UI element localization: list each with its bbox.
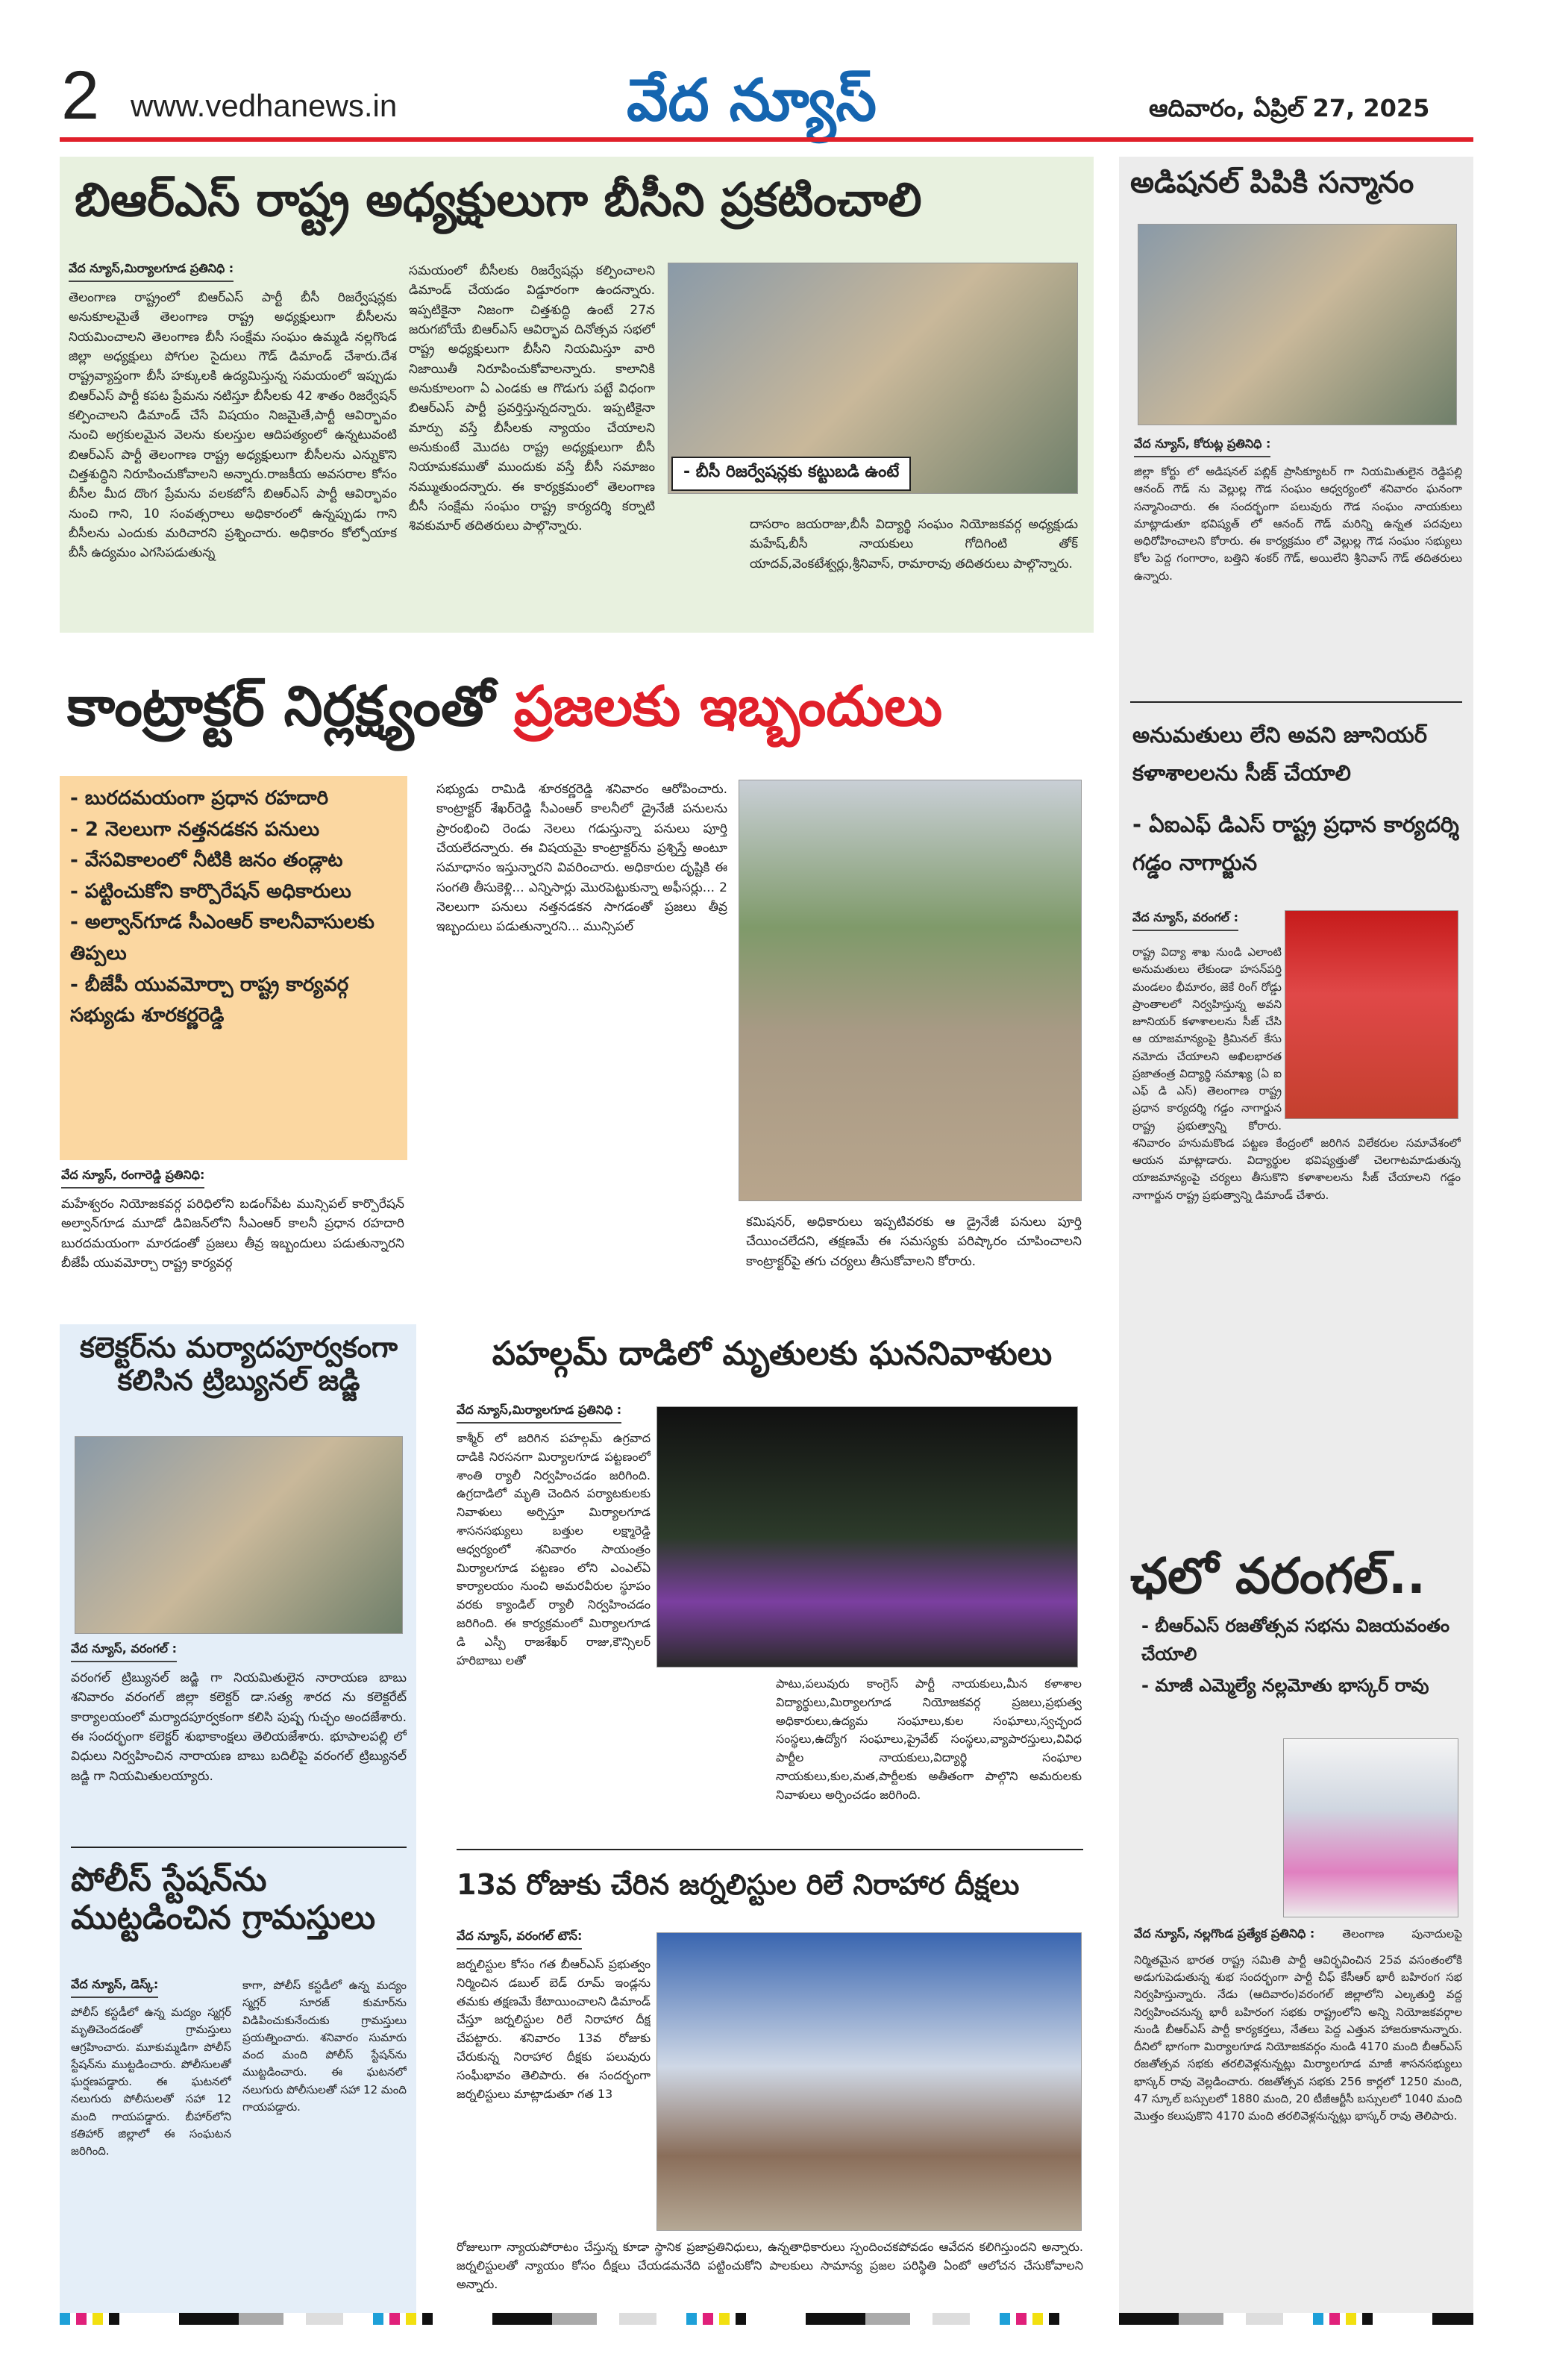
- story-col: [71, 1641, 407, 1825]
- story-body: జిల్లా కోర్టు లో అడిషనల్ పబ్లిక్ ప్రాసిక్యూటర్ గా నియమితులైన రెడ్డిపల్లి ఆనంద్ గౌడ్ ను వెల్లుల్ల గౌడ సంఘం ఆధ్వర్యంలో శనివారం ఘనంగా సన్మానించారు. ఈ సందర్భంగా పలువురు గౌడ సంఘం నాయకులు మాట్లాడుతూ భవిష్యత్ లో ఆనంద్ గౌడ్ మరిన్ని ఉన్నత పదవులు అధిరోహించాలని కోరారు. ఈ కార్యక్రమం లో వెల్లుల్ల గౌడ సంఘం సభ్యులు కోల పెద్ద గంగారాం, బత్తిని శంకర్ గౌడ్, అయిలేని శ్రీనివాస్ గౌడ్ తదితరులు ఉన్నారు.: [1134, 465, 1462, 583]
- story-col: [61, 1168, 404, 1284]
- highlight-item: - బురదమయంగా ప్రధాన రహదారి: [70, 787, 328, 809]
- headline-black: కాంట్రాక్టర్ నిర్లక్ష్యంతో: [67, 674, 495, 739]
- story-col: [69, 261, 397, 627]
- subheadline: - బీఆర్ఎస్ రజతోత్సవ సభను విజయవంతం చేయాలి: [1141, 1615, 1450, 1665]
- story-col: [1134, 1738, 1462, 2313]
- dateline: వేద న్యూస్, నల్లగొండ ప్రత్యేక ప్రతినిధి :: [1134, 1926, 1315, 1941]
- candle-rally-photo: [656, 1406, 1078, 1667]
- story-body: కమిషనర్, అధికారులు ఇప్పటివరకు ఆ డ్రైనేజీ పనులు పూర్తి చేయించలేదని, తక్షణమే ఈ సమస్యకు పరిష్కారం చూపించాలని కాంట్రాక్టర్‌పై తగు చర్యలు తీసుకోవాలని కోరారు.: [746, 1215, 1082, 1269]
- photo-spacer: [1282, 944, 1461, 1127]
- headline: బిఆర్ఎస్ రాష్ట్ర అధ్యక్షులుగా బీసీని ప్రకటించాలి: [75, 172, 922, 227]
- story-col: [457, 1929, 651, 2261]
- muddy-road-photo: [739, 780, 1082, 1201]
- story-body: మహేశ్వరం నియోజకవర్గ పరిధిలోని బడంగ్‌పేట మున్సిపల్ కార్పొరేషన్ అల్వాన్‌గూడ మూడో డివిజన్‌లోని సీఎంఆర్ కాలనీ ప్రధాన రహదారి బురదమయంగా మారడంతో ప్రజలు తీవ్ర ఇబ్బందులు పడుతున్నారని బీజేపీ యువమోర్చా రాష్ట్ర కార్యవర్గ: [61, 1197, 404, 1271]
- story-body: తెలంగాణ రాష్ట్రంలో బిఆర్ఎస్ పార్టీ బీసీ రిజర్వేషన్లకు అనుకూలమైతే తెలంగాణ రాష్ట్ర అధ్యక్షులుగా బీసీలను నియమించాలని తెలంగాణ బీసీ సంక్షేమ సంఘం ఉమ్మడి నల్లగొండ జిల్లా అధ్యక్షులు పోగుల సైదులు గౌడ్ డిమాండ్ చేశారు.దేశ రాష్ట్రవ్యాప్తంగా బీసీ హక్కులకి ఉద్యమిస్తున్న సమయంలో ఇప్పుడు బిఆర్ఎస్ పార్టీ కపట ప్రేమను నటిస్తూ బీసీలకు 42 శాతం రిజర్వేషన్ కల్పించాలని డిమాండ్ చేసే విషయం నిజమైతే,పార్టీ ఆవిర్భావం నుంచి అగ్రకులమైన వెలను కులస్తుల ఆదిపత్యంలో ఉన్నటువంటి బిఆర్ఎస్ పార్టీ తెలంగాణ రాష్ట్ర అధ్యక్షులుగా బీసీలను ఎన్నుకొని చిత్తశుద్ధిని నిరూపించుకోవాలని అన్నారు.రాజకీయ అవసరాల కోసం బీసీల మీద దొంగ ప్రేమను వలకబోసే బిఆర్ఎస్ పార్టీ ఆవిర్భావం నుంచి గాని, 10 సంవత్సరాలు అధికారంలో ఉన్నప్పుడు గాని బీసీలను ఎందుకు మరిచారని ప్రశ్నించారు. అధికారం కోల్పోయాక బీసీ ఉద్యమం ఎగసిపడుతున్న: [69, 290, 397, 561]
- dateline: వేద న్యూస్, కోరుట్ల ప్రతినిధి :: [1134, 436, 1270, 457]
- dateline: వేద న్యూస్,మిర్యాలగూడ ప్రతినిధి :: [457, 1403, 621, 1424]
- headline: ఛలో వరంగల్..: [1130, 1547, 1426, 1605]
- masthead-logo: వేద న్యూస్: [627, 67, 877, 134]
- story-body: కాగా, పోలీస్ కస్టడీలో ఉన్న మద్యం స్మగ్లర్ సూరజ్ కుమార్‌ను విడిపించుకునేందుకు గ్రామస్తులు ప్రయత్నించారు. శనివారం సుమారు వంద మంది పోలీస్ స్టేషన్‌ను ముట్టడించారు. ఈ ఘటనలో నలుగురు పోలీసులతో సహా 12 మంది గాయపడ్డారు.: [242, 1979, 407, 2114]
- subheadline: - ఏఐఎఫ్ డిఎస్ రాష్ట్ర ప్రధాన కార్యదర్శి గడ్డం నాగార్జున: [1132, 812, 1459, 875]
- story-col: [1132, 910, 1274, 937]
- story-body: సమయంలో బీసీలకు రిజర్వేషన్లు కల్పించాలని డిమాండ్ చేయడం విడ్డూరంగా ఉందన్నారు. ఇప్పటికైనా నిజంగా చిత్తశుద్ధి ఉంటే 27న జరుగబోయే బిఆర్ఎస్ ఆవిర్భావ దినోత్సవ సభలో రాష్ట్ర అధ్యక్షులుగా బీసీని నియమిస్తూ వారి నిజాయితీ నిరూపించుకోవాలన్నారు. కాలానికి అనుకూలంగా ఏ ఎండకు ఆ గొడుగు పట్టే విధంగా బిఆర్ఎస్ పార్టీ ప్రవర్తిస్తున్నదన్నారు. ఇప్పటికైనా మార్పు వస్తే బీసీలకు న్యాయం చేయాలని అనుకుంటే మొదట రాష్ట్ర అధ్యక్షులుగా బీసీ నియామకముతో ముందుకు వస్తే బీసీ సమాజం నమ్ముతుందన్నారు. ఈ కార్యక్రమంలో తెలంగాణ బీసీ సంక్షేమ సంఘం రాష్ట్ర కార్యదర్శి కర్నాటి శివకుమార్ తదితరులు పాల్గొన్నారు.: [409, 263, 655, 534]
- divider: [457, 1849, 1083, 1850]
- judge-collector-photo: [75, 1436, 403, 1634]
- headline: 13వ రోజుకు చేరిన జర్నలిస్టుల రిలే నిరాహార దీక్షలు: [457, 1868, 1020, 1901]
- subheadline: - మాజీ ఎమ్మెల్యే నల్లమోతు భాస్కర్ రావు: [1141, 1675, 1429, 1696]
- dateline: వేద న్యూస్, రంగారెడ్డి ప్రతినిధి:: [61, 1168, 204, 1189]
- story-body: వరంగల్ ట్రిబ్యునల్ జడ్జి గా నియమితులైన నారాయణ బాబు శనివారం వరంగల్ జిల్లా కలెక్టర్ డా.సత్య శారద ను కలెక్టరేట్ కార్యాలయంలో మర్యాదపూర్వకంగా కలిసి పుష్ప గుచ్ఛం అందజేశారు. ఈ సందర్భంగా కలెక్టర్ శుభాకాంక్షలు తెలియజేశారు. భూపాలపల్లి లో విధులు నిర్వహించిన నారాయణ బాబు బదిలీపై వరంగల్ ట్రిబ్యునల్ జడ్జి గా నియమితులయ్యారు.: [71, 1670, 407, 1784]
- dateline: వేద న్యూస్,మిర్యాలగూడ ప్రతినిధి :: [69, 261, 234, 282]
- dateline: వేద న్యూస్, డెస్క్:: [71, 1977, 158, 1998]
- story-body-text: రాష్ట్ర విద్యా శాఖ నుండి ఎలాంటి అనుమతులు లేకుండా హసన్‌పర్తి మండలం భీమారం, జెకే రింగ్ రోడ్డు ప్రాంతాలలో నిర్వహిస్తున్న అవని జూనియర్ కళాశాలలను సీజ్ చేసి ఆ యాజమాన్యంపై క్రిమినల్ కేసు నమోదు చేయాలని అఖిలభారత ప్రజాతంత్ర విద్యార్థి సమాఖ్య (ఏ ఐ ఎఫ్ డి ఎస్) తెలంగాణ రాష్ట్ర ప్రధాన కార్యదర్శి గడ్డం నాగార్జున రాష్ట్ర ప్రభుత్వాన్ని కోరారు. శనివారం హనుమకొండ పట్టణ కేంద్రంలో జరిగిన విలేకరుల సమావేశంలో ఆయన మాట్లాడారు. విద్యార్థుల భవిష్యత్తుతో చెలగాటమాడుతున్న యాజమాన్యంపై చర్యలు తీసుకొని కళాశాలలను సీజ్ చేయాలని గడ్డం నాగార్జున రాష్ట్ర ప్రభుత్వాన్ని డిమాండ్ చేశారు.: [1132, 945, 1461, 1202]
- hunger-strike-photo: [656, 1932, 1082, 2231]
- issue-date: ఆదివారం, ఏప్రిల్ 27, 2025: [1149, 94, 1430, 122]
- headline: కలెక్టర్‌ను మర్యాదపూర్వకంగా కలిసిన ట్రిబ్యునల్ జడ్జి: [79, 1331, 398, 1397]
- highlight-item: - పట్టించుకోని కార్పొరేషన్ అధికారులు: [70, 880, 351, 903]
- headline: పహల్గమ్ దాడిలో మృతులకు ఘననివాళులు: [492, 1335, 1053, 1373]
- divider: [1130, 701, 1462, 703]
- dateline: వేద న్యూస్, వరంగల్ :: [1132, 910, 1238, 931]
- story-body: కాశ్మీర్ లో జరిగిన పహల్గమ్ ఉగ్రవాద దాడికి నిరసనగా మిర్యాలగూడ పట్టణంలో శాంతి ర్యాలీ నిర్వహించడం జరిగింది. ఉగ్రదాడిలో మృతి చెందిన పర్యాటకులకు నివాళులు అర్పిస్తూ మిర్యాలగూడ శాసనసభ్యులు బత్తుల లక్ష్మారెడ్డి ఆధ్వర్యంలో శనివారం సాయంత్రం మిర్యాలగూడ పట్టణం లోని ఎంఎల్ఏ కార్యాలయం నుంచి అమరవీరుల స్థూపం వరకు క్యాండిల్ ర్యాలీ నిర్వహించడం జరిగింది. ఈ కార్యక్రమంలో మిర్యాలగూడ డి ఎస్పీ రాజశేఖర్ రాజు,కౌన్సిలర్ హరిబాబు లతో: [457, 1431, 651, 1667]
- story-body: జర్నలిస్టుల కోసం గత బీఆర్ఎస్ ప్రభుత్వం నిర్మించిన డబుల్ బెడ్ రూమ్ ఇండ్లను తమకు తక్షణమే కేటాయించాలని డిమాండ్ చేస్తూ జర్నలిస్టుల రిలే నిరాహార దీక్ష చేపట్టారు. శనివారం 13వ రోజుకు చేరుకున్న నిరాహార దీక్షకు పలువురు సంఘీభావం తెలిపారు. ఈ సందర్భంగా జర్నలిస్టులు మాట్లాడుతూ గత 13: [457, 1957, 651, 2101]
- highlights-box: [60, 776, 407, 1160]
- headline: అనుమతులు లేని అవని జూనియర్ కళాశాలలను సీజ్ చేయాలి: [1132, 722, 1427, 786]
- story-body: రోజులుగా న్యాయపోరాటం చేస్తున్న కూడా స్థానిక ప్రజాప్రతినిధులు, ఉన్నతాధికారులు స్పందించకపోవడం ఆవేదన కలిగిస్తుందని అన్నారు. జర్నలిస్టులతో న్యాయం కోసం దీక్షలు చేయడమనేది పట్టించుకోని పాలకులు సామాన్య ప్రజల పరిస్థితి ఏంటో ఆలోచన చేసుకోవాలని అన్నారు.: [457, 2240, 1083, 2291]
- dateline: వేద న్యూస్, వరంగల్ :: [71, 1641, 177, 1662]
- photo-caption: - బీసీ రిజర్వేషన్లకు కట్టుబడి ఉంటే: [671, 457, 911, 491]
- story-body: [1132, 944, 1461, 1526]
- headline: [67, 675, 1097, 739]
- page-number: 2: [61, 57, 100, 134]
- divider: [71, 1847, 407, 1848]
- story-body-text: తెలంగాణ పునాదులపై నిర్మితమైన భారత రాష్ట్ర సమితి పార్టీ ఆవిర్భవించిన 25వ వసంతంలోకి అడుగుపెడుతున్న శుభ సందర్భంగా పార్టీ చీఫ్ కేసీఆర్ భారీ బహిరంగ సభ నిర్వహిస్తున్నారు. నేడు (ఆదివారం)వరంగల్ జిల్లాలోని ఎల్కతుర్తి వద్ద నిర్వహించనున్న భారీ బహిరంగ సభకు రాష్ట్రంలోని అన్ని నియోజకవర్గాల నుండి బీఆర్ఎస్ పార్టీ కార్యకర్తలు, నేతలు పెద్ద ఎత్తున హాజరుకానున్నారు. దీనిలో భాగంగా మిర్యాలగూడ నియోజకవర్గం నుండి 4170 మంది బీఆర్ఎస్ రజతోత్సవ సభకు తరలివెళ్లనున్నట్లు మిర్యాలగూడ మాజీ శాసనసభ్యులు భాస్కర్ రావు వెల్లడించారు. రజతోత్సవ సభకు 256 కార్లలో 1250 మంది, 47 స్కూల్ బస్సులలో 1880 మంది, 20 టీజీఆర్టీసీ బస్సులలో 1040 మంది మొత్తం కలుపుకొని 4170 మంది తరలివెళ్లనున్నట్లు భాస్కర్ రావు తెలిపారు.: [1134, 1927, 1462, 2123]
- story-body: దాసరాం జయరాజు,బీసీ విద్యార్థి సంఘం నియోజకవర్గ అధ్యక్షుడు మహేష్,బీసీ నాయకులు గోదిగింటి తోక్ యాదవ్,వెంకటేశ్వర్లు,శ్రీనివాస్, రామారావు తదితరులు పాల్గొన్నారు.: [750, 517, 1078, 571]
- photo-spacer: [1283, 1738, 1462, 1925]
- story-body: పాటు,పలువురు కాంగ్రెస్ పార్టీ నాయకులు,మీన కళాశాల విద్యార్థులు,మిర్యాలగూడ నియోజకవర్గ ప్రజలు,ప్రభుత్వ అధికారులు,ఉద్యమ సంఘాలు,కుల సంఘాలు,స్వచ్ఛంద సంస్థలు,ఉద్యోగ సంఘాలు,ప్రైవేట్ సంస్థలు,వ్యాపారస్తులు,వివిధ పార్టీల నాయకులు,విద్యార్థి సంఘాల నాయకులు,కుల,మత,పార్టీలకు అతీతంగా పాల్గొని అమరులకు నివాళులు అర్పించడం జరిగింది.: [776, 1676, 1082, 1802]
- felicitation-photo: [1138, 224, 1457, 425]
- highlight-item: - 2 నెలలుగా నత్తనడకన పనులు: [70, 818, 320, 841]
- headline: పోలీస్ స్టేషన్‌ను ముట్టడించిన గ్రామస్తులు: [71, 1861, 376, 1937]
- story-col: [457, 1403, 651, 1832]
- headline: అడిషనల్ పిపికి సన్మానం: [1130, 166, 1414, 200]
- website-url: www.vedhanews.in: [131, 88, 398, 123]
- highlight-item: - అల్వాన్‌గూడ సీఎంఆర్ కాలనీవాసులకు తిప్పలు: [70, 911, 374, 965]
- story-col: [1134, 436, 1462, 702]
- registration-color-bar: [60, 2313, 1473, 2325]
- story-body: సభ్యుడు రామిడి శూరకర్ణరెడ్డి శనివారం ఆరోపించారు. కాంట్రాక్టర్ శేఖర్‌రెడ్డి సీఎంఆర్ కాలనీలో డ్రైనేజీ పనులను ప్రారంభించి రెండు నెలలు గడుస్తున్నా పనులు పూర్తి చేయలేదన్నారు. ఈ విషయమై కాంట్రాక్టర్‌ను ప్రశ్నిస్తే అంటూ సమాధానం ఇస్తున్నారని వివరించారు. అధికారుల దృష్టికి ఈ సంగతి తీసుకెళ్లి... ఎన్నిసార్లు మొరపెట్టుకున్నా అఫీసర్లు... 2 నెలలుగా పనులు నత్తనడకన సాగడంతో ప్రజలు తీవ్ర ఇబ్బందులు పడుతున్నారని... మున్సిపల్: [436, 782, 727, 935]
- highlight-item: - బీజేపీ యువమోర్చా రాష్ట్ర కార్యవర్గ సభ్యుడు శూరకర్ణరెడ్డి: [70, 973, 349, 1027]
- headline-red: ప్రజలకు ఇబ్బందులు: [513, 674, 943, 739]
- story-col: [71, 1977, 231, 2302]
- story-body: పోలీస్ కస్టడీలో ఉన్న మద్యం స్మగ్లర్ మృతిచెందడంతో గ్రామస్తులు ఆగ్రహించారు. మూకుమ్మడిగా పోలీస్ స్టేషన్‌ను ముట్టడించారు. పోలీసులతో ఘర్షణపడ్డారు. ఈ ఘటనలో నలుగురు పోలీసులతో సహా 12 మంది గాయపడ్డారు. బీహార్‌లోని కతిహార్ జిల్లాలో ఈ సంఘటన జరిగింది.: [71, 2005, 231, 2158]
- highlight-item: - వేసవికాలంలో నీటికి జనం తండ్లాట: [70, 849, 343, 872]
- header-divider: [60, 137, 1473, 142]
- dateline: వేద న్యూస్, వరంగల్ టౌన్:: [457, 1929, 582, 1950]
